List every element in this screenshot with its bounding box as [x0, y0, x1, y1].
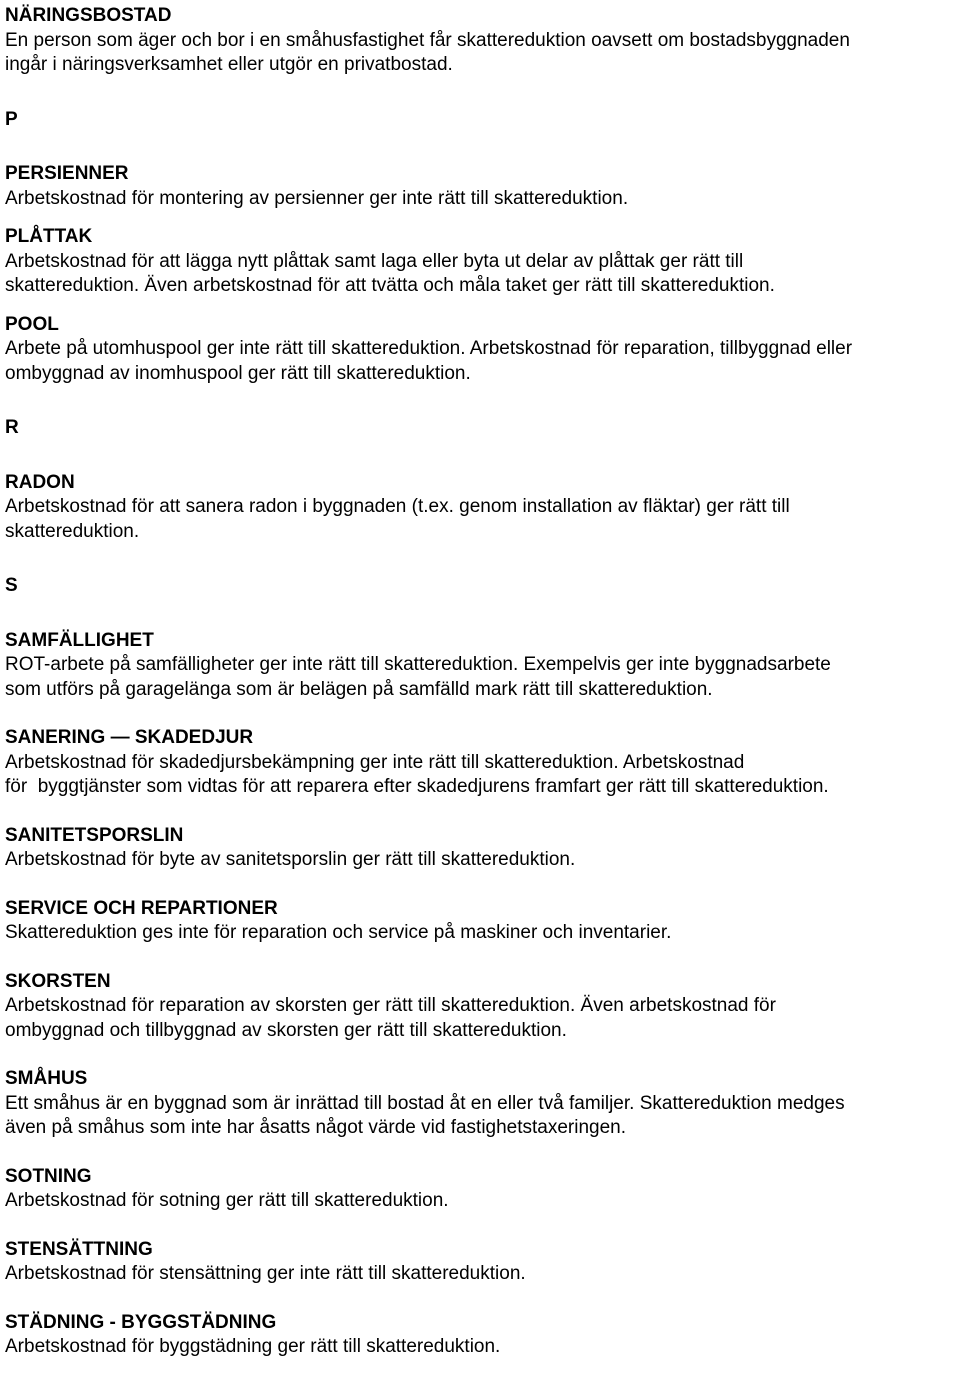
entry-term: SANITETSPORSLIN [5, 824, 184, 846]
entry-text: Arbetskostnad för montering av persienner ger inte rätt till skattereduktion. [5, 187, 629, 209]
entry-term: STÄDNING - BYGGSTÄDNING [5, 1311, 277, 1333]
entry-stadning-byggstadning [5, 1311, 960, 1360]
entry-service [5, 897, 960, 946]
section-letter: P [5, 108, 18, 130]
entry-text: Arbete på utomhuspool ger inte rätt till skattereduktion. Arbetskostnad för reparation, tillbyggnad eller [5, 338, 853, 359]
entry-text: ombyggnad av inomhuspool ger rätt till skattereduktion. [5, 362, 471, 384]
entry-sanitetsporslin [5, 824, 960, 873]
entry-sanering-skadedjur [5, 726, 960, 800]
section-letter: R [5, 417, 19, 438]
entry-term: SKORSTEN [5, 970, 111, 992]
section-letter-s [5, 574, 960, 599]
entry-term: POOL [5, 313, 59, 335]
entry-term: NÄRINGSBOSTAD [5, 5, 172, 26]
entry-pool [5, 313, 960, 387]
entry-text: Arbetskostnad för byggstädning ger rätt till skattereduktion. [5, 1336, 501, 1357]
entry-smahus [5, 1067, 960, 1141]
entry-text: som utförs på garagelänga som är belägen på samfälld mark rätt till skattereduktion. [5, 678, 713, 700]
entry-skorsten [5, 970, 960, 1044]
entry-text: för byggtjänster som vidtas för att reparera efter skadedjurens framfart ger rätt till skattereduktion. [5, 776, 829, 797]
entry-term: PERSIENNER [5, 163, 129, 184]
entry-text: Arbetskostnad för sotning ger rätt till skattereduktion. [5, 1190, 449, 1211]
entry-samfallighet [5, 629, 960, 703]
entry-plattak [5, 225, 960, 299]
entry-text: även på småhus som inte har åsatts något värde vid fastighetstaxeringen. [5, 1117, 627, 1138]
entry-text: ombyggnad och tillbyggnad av skorsten ger rätt till skattereduktion. [5, 1019, 567, 1041]
entry-sotning [5, 1165, 960, 1214]
entry-text: Arbetskostnad för skadedjursbekämpning ger inte rätt till skattereduktion. Arbetskostnad [5, 751, 745, 773]
entry-text: skattereduktion. [5, 520, 140, 542]
entry-term: SAMFÄLLIGHET [5, 629, 154, 651]
entry-text: Arbetskostnad för stensättning ger inte rätt till skattereduktion. [5, 1263, 526, 1284]
entry-text: Arbetskostnad för att sanera radon i byggnaden (t.ex. genom installation av fläktar) ger rätt till [5, 496, 790, 517]
entry-text: Arbetskostnad för reparation av skorsten ger rätt till skattereduktion. Även arbetskostnad för [5, 995, 776, 1016]
entry-term: SERVICE OCH REPARTIONER [5, 897, 278, 919]
entry-term: STENSÄTTNING [5, 1238, 153, 1260]
section-letter: S [5, 575, 18, 596]
entry-text: Arbetskostnad för byte av sanitetsporslin ger rätt till skattereduktion. [5, 849, 576, 870]
entry-naringsbostad [5, 4, 960, 78]
entry-term: RADON [5, 471, 75, 493]
entry-term: SMÅHUS [5, 1068, 88, 1089]
section-letter-r [5, 416, 960, 441]
entry-persienner [5, 162, 960, 211]
entry-text: Arbetskostnad för att lägga nytt plåttak samt laga eller byta ut delar av plåttak ger rätt till [5, 250, 744, 272]
entry-term: SANERING — SKADEDJUR [5, 727, 254, 748]
entry-text: Ett småhus är en byggnad som är inrättad till bostad åt en eller två familjer. Skattereduktion medges [5, 1092, 845, 1114]
entry-text: Skattereduktion ges inte för reparation och service på maskiner och inventarier. [5, 922, 672, 943]
section-letter-p [5, 108, 960, 133]
entry-stensattning [5, 1238, 960, 1287]
entry-text: ROT-arbete på samfälligheter ger inte rätt till skattereduktion. Exempelvis ger inte byggnadsarbete [5, 654, 831, 675]
entry-text: En person som äger och bor i en småhusfastighet får skattereduktion oavsett om bostadsbyggnaden [5, 29, 850, 51]
entry-text: ingår i näringsverksamhet eller utgör en privatbostad. [5, 54, 453, 75]
entry-text: skattereduktion. Även arbetskostnad för att tvätta och måla taket ger rätt till skattereduktion. [5, 275, 775, 296]
entry-term: PLÅTTAK [5, 226, 93, 247]
entry-term: SOTNING [5, 1165, 92, 1187]
entry-radon [5, 471, 960, 545]
